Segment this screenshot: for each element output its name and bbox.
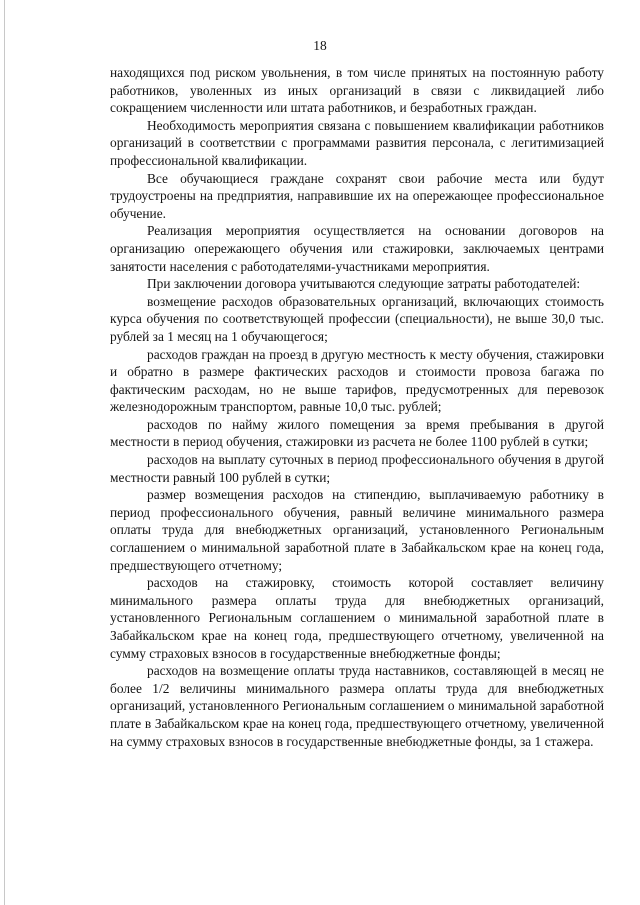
paragraph-workplaces: Все обучающиеся граждане сохранят свои рабочие места или будут трудоустроены на предприятия, направившие их на опережающее профессиональное обучение. [110, 170, 604, 221]
scan-edge-line [4, 0, 5, 905]
paragraph-costs-intro: При заключении договора учитываются следующие затраты работодателей: [147, 276, 581, 292]
paragraph-mentors: расходов на возмещение оплаты труда наставников, составляющей в месяц не более 1/2 величины минимального размера оплаты труда для внебюджетных организаций, установленного Региональным соглашением о минимальной заработной плате в Забайкальском крае на конец года, предшествующего отчетному, увеличенной на сумму страховых взносов в государственные внебюджетные фонды, за 1 стажера. [110, 663, 604, 749]
paragraph-housing-costs: расходов по найму жилого помещения за время пребывания в другой местности в период обучения, стажировки из расчета не более 1100 рублей в сутки; [110, 416, 604, 450]
paragraph-stipend: размер возмещения расходов на стипендию, выплачиваемую работнику в период профессионального обучения, равный величине минимального размера оплаты труда для внебюджетных организаций, установленного Региональным соглашением о минимальной заработной плате в Забайкальском крае на конец года, предшествующего отчетному; [110, 487, 604, 573]
paragraph-necessity: Необходимость мероприятия связана с повышением квалификации работников организаций в соответствии с программами развития персонала, с легитимизацией профессиональной квалификации. [110, 117, 604, 168]
paragraph-daily-allowance: расходов на выплату суточных в период профессионального обучения в другой местности равный 100 рублей в сутки; [110, 452, 604, 485]
paragraph-education-costs: возмещение расходов образовательных организаций, включающих стоимость курса обучения по соответствующей профессии (специальности), не выше 30,0 тыс. рублей за 1 месяц на 1 обучающегося; [110, 293, 604, 344]
paragraph-continuation: находящихся под риском увольнения, в том числе принятых на постоянную работу работников, уволенных из иных организаций в связи с ликвидацией либо сокращением численности или штата работников, и безработных граждан. [110, 65, 604, 116]
paragraph-internship: расходов на стажировку, стоимость которой составляет величину минимального размера оплаты труда для внебюджетных организаций, установленного Региональным соглашением о минимальной заработной плате в Забайкальском крае на конец года, предшествующего отчетному, увеличенной на сумму страховых взносов в государственные внебюджетные фонды; [110, 575, 604, 661]
paragraph-travel-costs: расходов граждан на проезд в другую местность к месту обучения, стажировки и обратно в размере фактических расходов и стоимости провоза багажа по фактическим расходам, но не выше тарифов, предусмотренных для перевозок железнодорожным транспортом, равные 10,0 тыс. рублей; [110, 346, 604, 415]
paragraph-implementation: Реализация мероприятия осуществляется на основании договоров на организацию опережающего обучения или стажировки, заключаемых центрами занятости населения с работодателями-участниками мероприятия. [110, 223, 604, 274]
body-text [110, 64, 604, 750]
page-number: 18 [313, 38, 327, 53]
